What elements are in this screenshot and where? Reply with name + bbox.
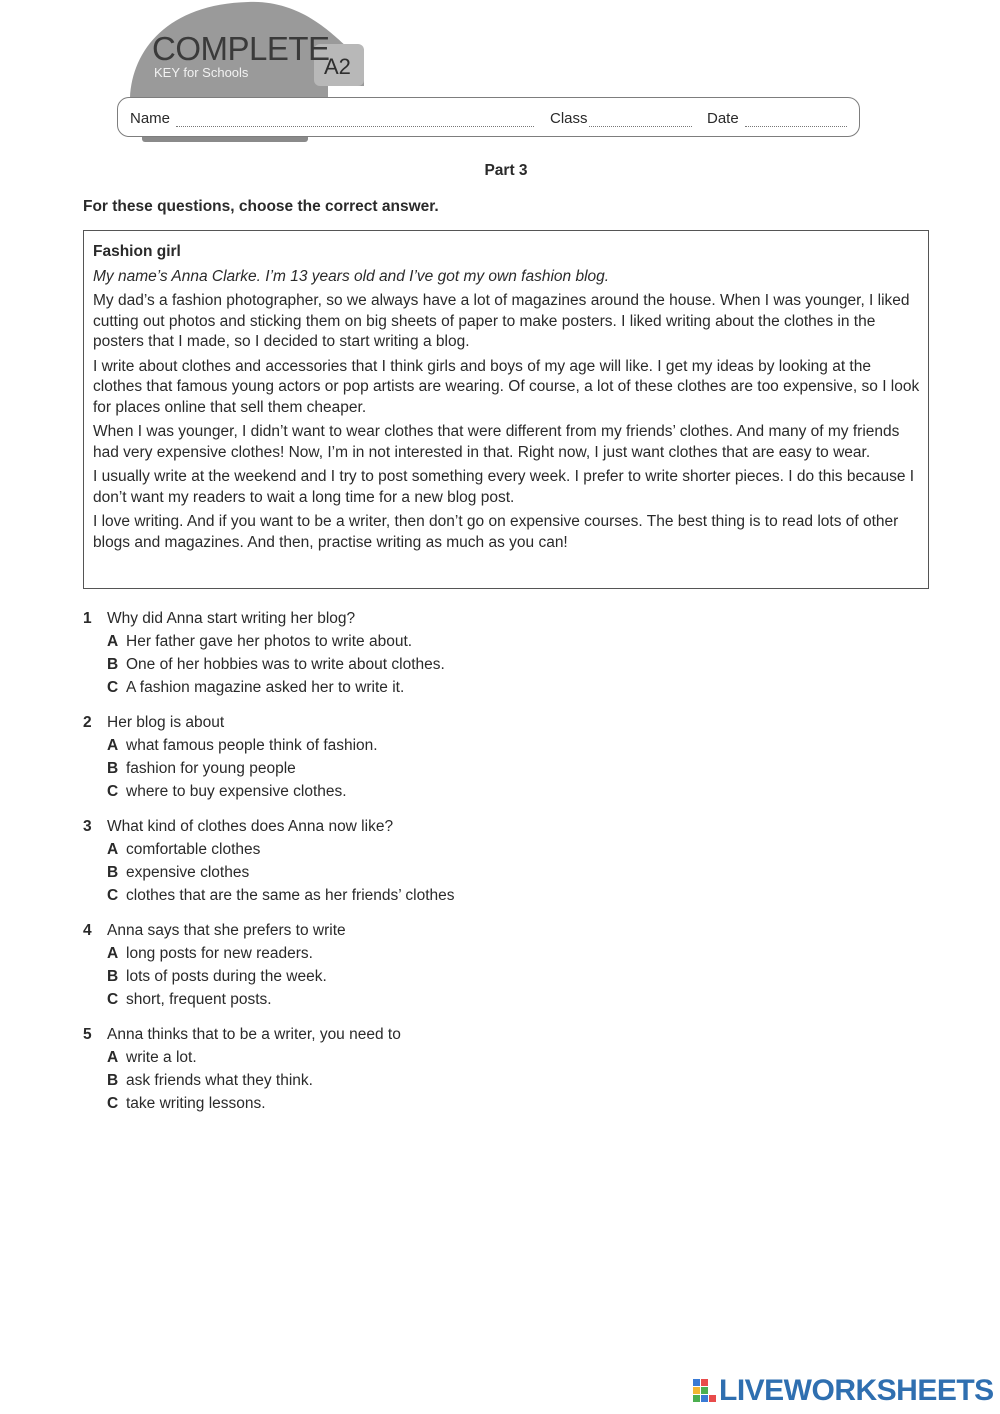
question-text: Anna thinks that to be a writer, you need to	[107, 1025, 401, 1043]
class-label: Class	[550, 110, 588, 127]
instruction: For these questions, choose the correct answer.	[83, 198, 439, 215]
option-letter: A	[107, 632, 119, 650]
option-3a[interactable]	[83, 838, 883, 861]
option-text: short, frequent posts.	[126, 990, 272, 1008]
option-text: comfortable clothes	[126, 840, 261, 858]
option-text: A fashion magazine asked her to write it.	[126, 678, 405, 696]
option-2a[interactable]	[83, 734, 883, 757]
reading-paragraph: My dad’s a fashion photographer, so we always have a lot of magazines around the house. When I was younger, I liked cutting out photos and sticking them on big sheets of paper to make posters. I liked writing about the clothes in the posters that I made, so I decided to start writing a blog.	[93, 292, 910, 350]
question-text: Why did Anna start writing her blog?	[107, 609, 356, 627]
name-label: Name	[130, 110, 171, 127]
reading-paragraph: I write about clothes and accessories that I think girls and boys of my age will like. I get my ideas by looking at the clothes that famous young actors or pop artists are wearing. Of course, a lot of these clothes are too expensive, so I look for places online that sell them cheaper.	[93, 357, 920, 416]
option-letter: B	[107, 759, 119, 777]
student-info-bar	[117, 97, 860, 137]
option-text: long posts for new readers.	[126, 944, 313, 962]
option-text: what famous people think of fashion.	[126, 736, 378, 754]
option-letter: B	[107, 655, 119, 673]
question-number: 3	[83, 817, 92, 835]
option-4a[interactable]	[83, 942, 883, 965]
option-text: expensive clothes	[126, 863, 250, 881]
option-text: clothes that are the same as her friends’ clothes	[126, 886, 455, 904]
liveworksheets-logo-icon	[693, 1379, 717, 1403]
question-number: 2	[83, 713, 92, 731]
option-text: One of her hobbies was to write about clothes.	[126, 655, 445, 673]
logo-level: A2	[324, 54, 351, 79]
option-2b[interactable]	[83, 757, 883, 780]
question-number: 4	[83, 921, 92, 939]
option-2c[interactable]	[83, 780, 883, 803]
question-text: Her blog is about	[107, 713, 225, 731]
option-3b[interactable]	[83, 861, 883, 884]
brand-text: LIVEWORKSHEETS	[719, 1374, 994, 1407]
reading-text-box	[83, 230, 929, 589]
option-letter: A	[107, 944, 119, 962]
logo-title: COMPLETE	[152, 30, 330, 67]
option-letter: C	[107, 678, 119, 696]
question-2	[83, 711, 883, 803]
option-3c[interactable]	[83, 884, 883, 907]
option-1c[interactable]	[83, 676, 883, 699]
question-text: Anna says that she prefers to write	[107, 921, 346, 939]
option-letter: A	[107, 736, 119, 754]
name-field[interactable]	[176, 126, 534, 127]
option-1b[interactable]	[83, 653, 883, 676]
option-text: where to buy expensive clothes.	[126, 782, 347, 800]
option-letter: B	[107, 863, 119, 881]
question-number: 1	[83, 609, 92, 627]
option-letter: A	[107, 840, 119, 858]
option-5b[interactable]	[83, 1069, 883, 1092]
option-text: fashion for young people	[126, 759, 296, 777]
option-text: take writing lessons.	[126, 1094, 266, 1112]
option-4c[interactable]	[83, 988, 883, 1011]
reading-paragraph: I love writing. And if you want to be a writer, then don’t go on expensive courses. The best thing is to read lots of other blogs and magazines. And then, practise writing as much as you can!	[93, 513, 899, 551]
question-1	[83, 607, 883, 699]
logo-subtitle: KEY for Schools	[154, 65, 249, 80]
date-label: Date	[707, 110, 739, 127]
option-text: Her father gave her photos to write about.	[126, 632, 413, 650]
liveworksheets-brand[interactable]	[693, 1374, 994, 1408]
option-5a[interactable]	[83, 1046, 883, 1069]
reading-intro: My name’s Anna Clarke. I’m 13 years old and I’ve got my own fashion blog.	[93, 267, 610, 285]
reading-title: Fashion girl	[93, 243, 181, 260]
reading-paragraph: I usually write at the weekend and I try to post something every week. I prefer to write shorter pieces. I do this because I don’t want my readers to wait a long time for a new blog post.	[93, 468, 915, 506]
option-letter: B	[107, 1071, 119, 1089]
question-4	[83, 919, 883, 1011]
class-field[interactable]	[589, 126, 692, 127]
option-letter: B	[107, 967, 119, 985]
date-field[interactable]	[745, 126, 847, 127]
option-letter: C	[107, 1094, 119, 1112]
option-letter: A	[107, 1048, 119, 1066]
option-letter: C	[107, 990, 119, 1008]
part-title: Part 3	[484, 162, 528, 179]
option-5c[interactable]	[83, 1092, 883, 1115]
option-text: ask friends what they think.	[126, 1071, 313, 1089]
reading-paragraph: When I was younger, I didn’t want to wear clothes that were different from my friends’ clothes. And many of my friends had very expensive clothes! Now, I’m in not interested in that. Right now, I just want clothes that are easy to wear.	[93, 423, 900, 461]
option-letter: C	[107, 886, 119, 904]
question-3	[83, 815, 883, 907]
question-list	[83, 607, 883, 1127]
option-letter: C	[107, 782, 119, 800]
question-5	[83, 1023, 883, 1115]
option-1a[interactable]	[83, 630, 883, 653]
question-number: 5	[83, 1025, 92, 1043]
option-text: write a lot.	[126, 1048, 197, 1066]
option-text: lots of posts during the week.	[126, 967, 327, 985]
option-4b[interactable]	[83, 965, 883, 988]
question-text: What kind of clothes does Anna now like?	[107, 817, 394, 835]
